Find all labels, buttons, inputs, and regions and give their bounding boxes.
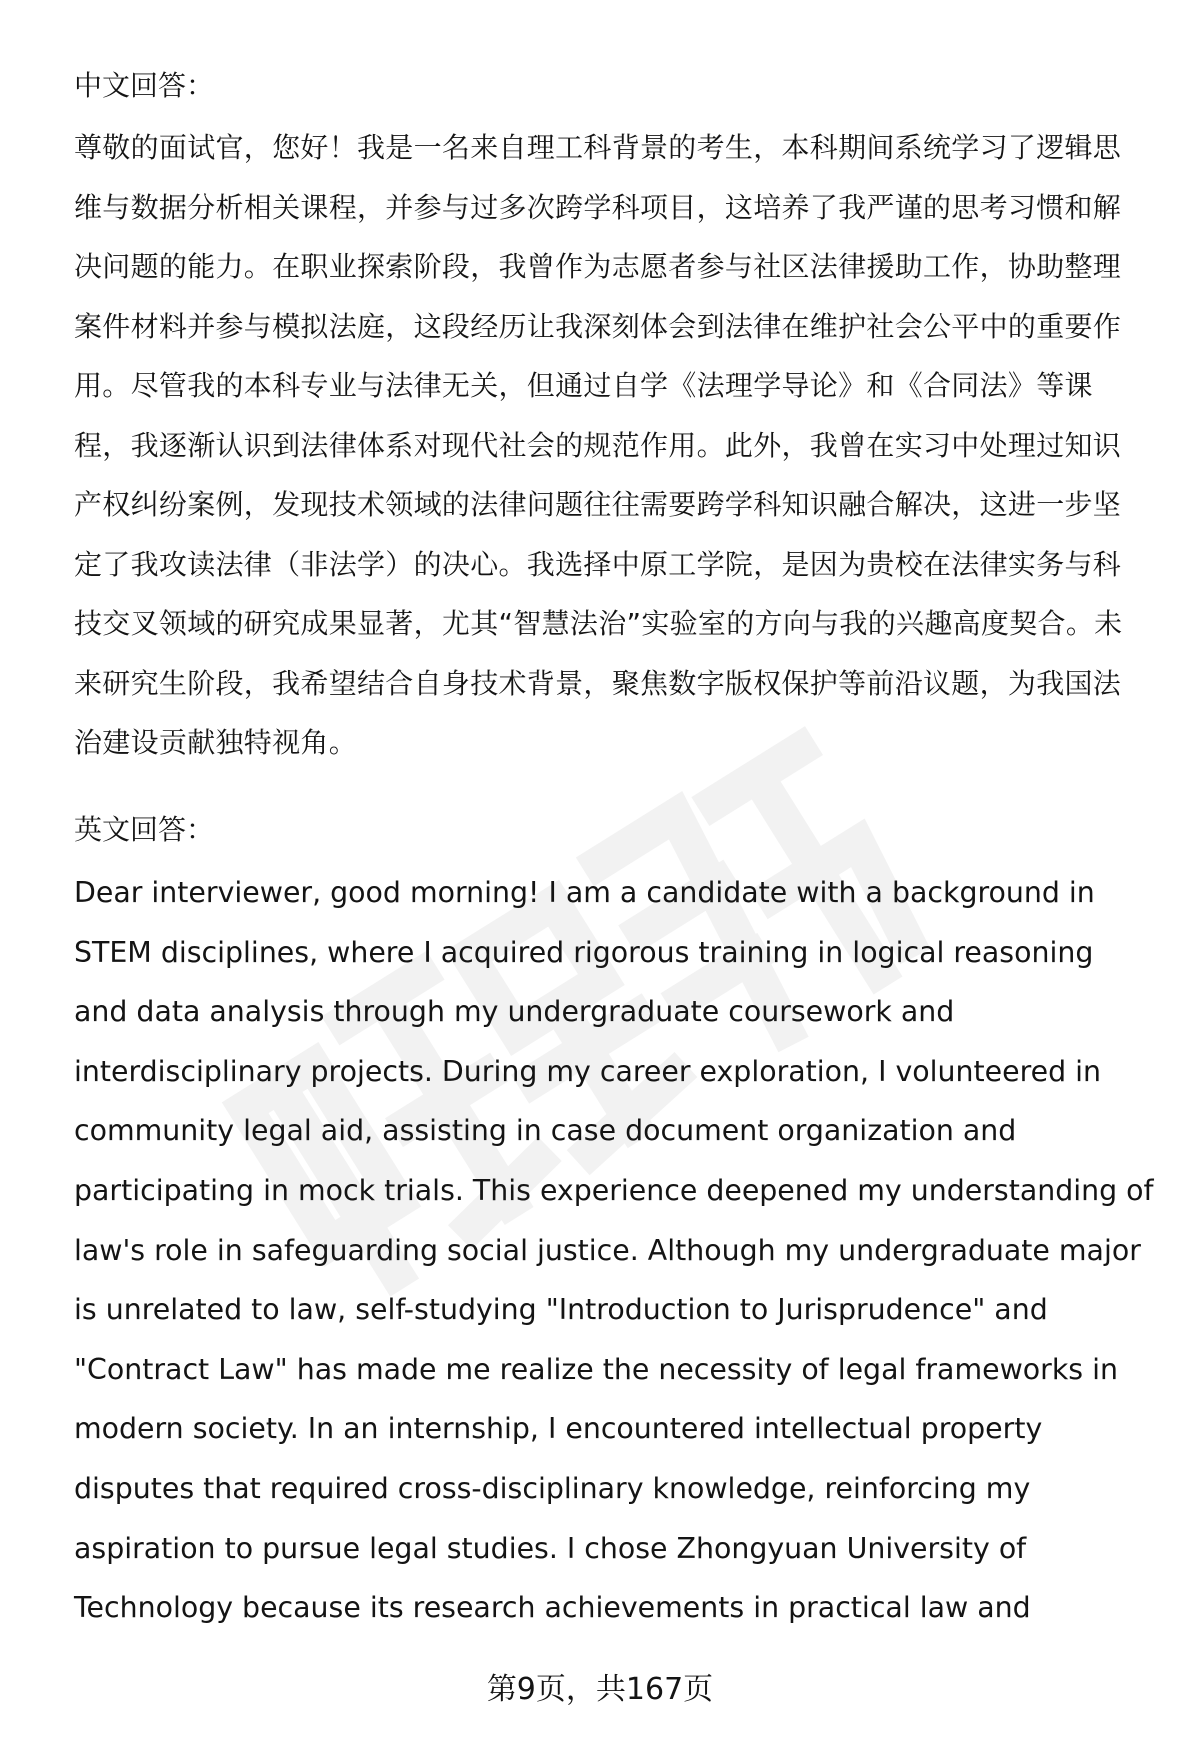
page-indicator: 第9页，共167页 [486, 1672, 714, 1707]
english-answer-heading: 英文回答： [74, 813, 215, 846]
english-answer-text: Dear interviewer, good morning! I am a candidate with a background in STEM disciplines, where I acquired rigorous training in logical reasoning and data analysis through my undergraduate coursework and interdisciplinary projects. During my career exploration, I volunteered in community legal aid, assisting in case document organization and participating in mock trials. This experience deepened my understanding of law's role in safeguarding social justice. Although my undergraduate major is unrelated to law, self-studying "Introduction to Jurisprudence" and "Contract Law" has made me realize the necessity of legal frameworks in modern society. In an internship, I encountered intellectual property disputes that required cross-disciplinary knowledge, reinforcing my aspiration to pursue legal studies. I chose Zhongyuan University of Technology because its research achievements in practical law and [74, 876, 1154, 1625]
chinese-answer-heading: 中文回答： [74, 69, 215, 102]
chinese-answer-text: 尊敬的面试官，您好！我是一名来自理工科背景的考生，本科期间系统学习了逻辑思维与数据分析相关课程，并参与过多次跨学科项目，这培养了我严谨的思考习惯和解决问题的能力。在职业探索阶段，我曾作为志愿者参与社区法律援助工作，协助整理案件材料并参与模拟法庭，这段经历让我深刻体会到法律在维护社会公平中的重要作用。尽管我的本科专业与法律无关，但通过自学《法理学导论》和《合同法》等课程，我逐渐认识到法律体系对现代社会的规范作用。此外，我曾在实习中处理过知识产权纠纷案例，发现技术领域的法律问题往往需要跨学科知识融合解决，这进一步坚定了我攻读法律（非法学）的决心。我选择中原工学院，是因为贵校在法律实务与科技交叉领域的研究成果显著，尤其“智慧法治”实验室的方向与我的兴趣高度契合。未来研究生阶段，我希望结合自身技术背景，聚焦数字版权保护等前沿议题，为我国法治建设贡献独特视角。 [74, 131, 1123, 759]
